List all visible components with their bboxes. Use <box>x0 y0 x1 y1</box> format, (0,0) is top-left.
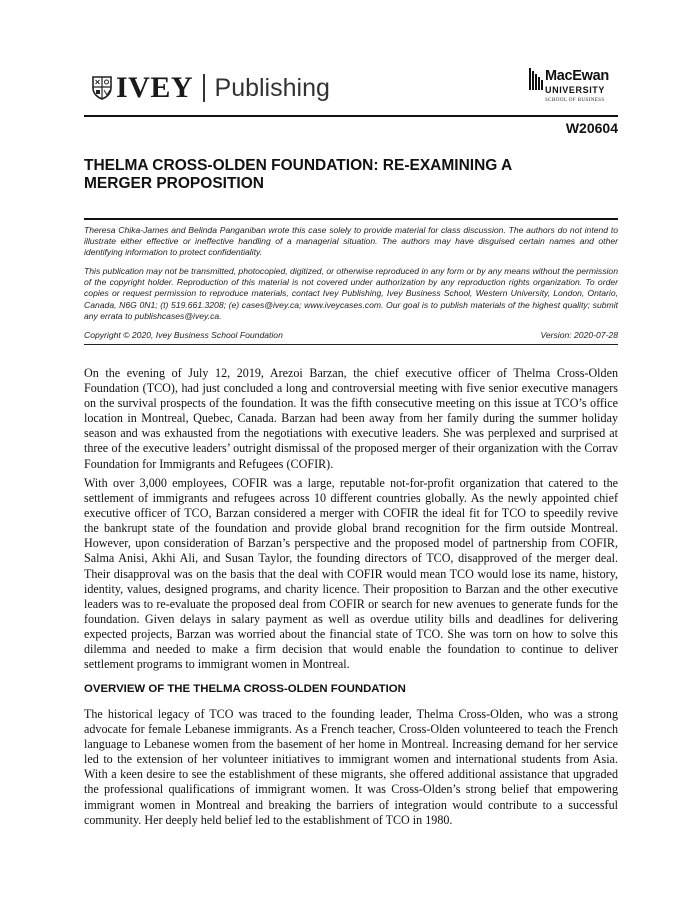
university-wordmark: UNIVERSITY <box>545 85 606 95</box>
copyright-disclaimer: This publication may not be transmitted, photocopied, digitized, or otherwise reproduced in any form or by any means without the permission of the copyright holder. Reproduction of this material is not covered under authorization by any reproduction rights organization. To order copies or request permission to reproduce materials, contact Ivey Publishing, Ivey Business School, Western University, London, Ontario, Canada, N6G 0N1; (t) 519.661.3208; (e) cases@ivey.ca; www.iveycases.com. Our goal is to publish materials of the highest quality; submit any errata to publishcases@ivey.ca. <box>84 266 618 321</box>
macewan-bars-icon <box>529 68 543 90</box>
authorship-disclaimer: Theresa Chika-James and Belinda Panganiban wrote this case solely to provide material for class discussion. The authors do not intend to illustrate either effective or ineffective handling of a managerial situation. The authors may have disguised certain names and other identifying information to protect confidentiality. <box>84 225 618 258</box>
copyright-line <box>84 330 618 340</box>
ivey-publishing-logo <box>92 68 330 108</box>
ivey-shield-icon <box>92 76 112 100</box>
body-paragraph-2: With over 3,000 employees, COFIR was a large, reputable not-for-profit organization that catered to the settlement of immigrants and refugees across 10 different countries globally. As the newly appointed chief executive officer of TCO, Barzan considered a merger with COFIR the ideal fit for TCO to speedily revive the bankrupt state of the foundation and provide global brand recognition for the firm outside Montreal. However, upon consideration of Barzan’s perspective and the proposed model of partnership from COFIR, Salma Anisi, Akhi Ali, and Susan Taylor, the founding directors of TCO, disapproved of the merger deal. Their disapproval was on the basis that the deal with COFIR would mean TCO would lose its name, history, identity, values, designed programs, and charity licence. Their proposition to Barzan and the other executive leaders was to re-evaluate the proposed deal from COFIR or search for new avenues to generate funds for the foundation. Given delays in salary payment as well as overdue utility bills and deadlines for delivering expected projects, Barzan was worried about the financial state of TCO. She was torn on how to solve this dilemma and needed to make a firm decision that would enable the foundation to continue to deliver settlement programs to immigrant women in Montreal. <box>84 476 618 672</box>
ivey-wordmark: IVEY <box>116 71 194 104</box>
section-heading: OVERVIEW OF THE THELMA CROSS-OLDEN FOUNDATION <box>84 683 406 695</box>
case-number: W20604 <box>565 120 618 136</box>
disclaimer-bottom-rule <box>84 344 618 345</box>
case-title: THELMA CROSS-OLDEN FOUNDATION: RE-EXAMINING A MERGER PROPOSITION <box>84 157 512 192</box>
body-paragraph-1: On the evening of July 12, 2019, Arezoi Barzan, the chief executive officer of Thelma Cross-Olden Foundation (TCO), had just concluded a long and controversial meeting with five senior executive managers on the survival prospects of the foundation. It was the fifth consecutive meeting on this issue at TCO’s office location in Montreal, Quebec, Canada. Barzan had been away from her family during the summer holiday season and was exhausted from the negotiations with executive leaders. She was perplexed and surprised at three of the executive leaders’ outright dismissal of the proposed merger of their organization with the Corrav Foundation for Immigrants and Refugees (COFIR). <box>84 366 618 471</box>
version-text: Version: 2020-07-28 <box>540 330 618 340</box>
macewan-wordmark: MacEwan <box>545 68 609 84</box>
school-of-business-wordmark: SCHOOL OF BUSINESS <box>545 98 605 103</box>
header-rule <box>84 115 618 117</box>
logo-divider <box>203 74 205 102</box>
macewan-university-logo <box>529 68 619 108</box>
publishing-wordmark: Publishing <box>214 73 330 102</box>
copyright-text: Copyright © 2020, Ivey Business School Foundation <box>84 330 283 340</box>
disclaimer-top-rule <box>84 218 618 220</box>
section-paragraph: The historical legacy of TCO was traced to the founding leader, Thelma Cross-Olden, who was a strong advocate for female Lebanese immigrants. As a French teacher, Cross-Olden volunteered to teach the French language to Lebanese women from the basement of her home in Montreal. Increasing demand for her service led to the extension of her volunteer initiatives to immigrant women and international students from Asia. With a keen desire to see the establishment of these migrants, she offered additional assistance that upgraded the professional qualifications of immigrant women. It was Cross-Olden’s strong belief that empowering immigrant women in Montreal and breaking the barriers of integration would contribute to a successful community. Her deeply held belief led to the establishment of TCO in 1980. <box>84 707 618 827</box>
